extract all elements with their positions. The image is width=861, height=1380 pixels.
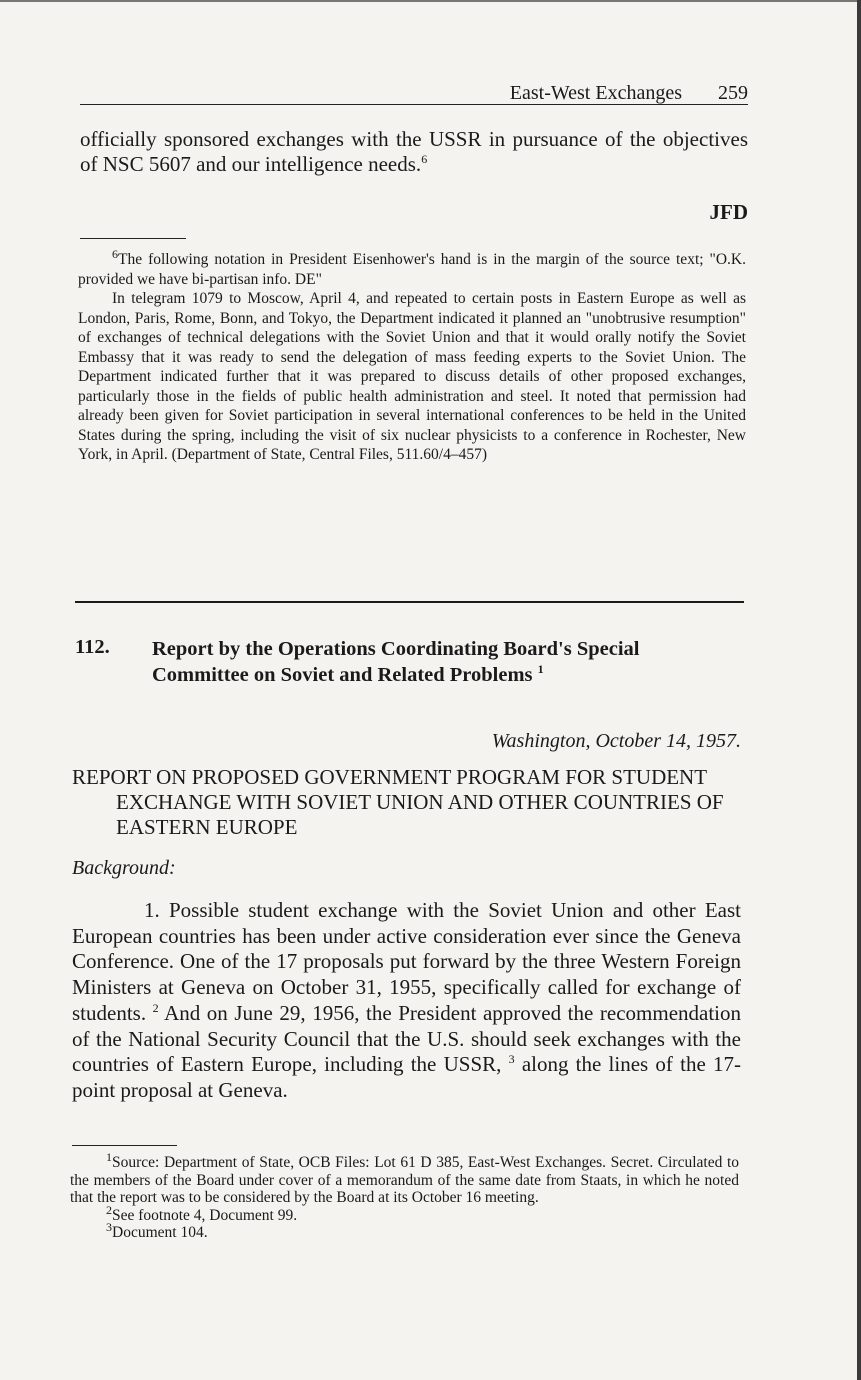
- document-number: 112.: [75, 636, 110, 658]
- footnotes-bottom: [70, 1149, 739, 1242]
- footnote-1-text: Source: Department of State, OCB Files: Lot 61 D 385, East-West Exchanges. Secret. Circulated to the members of the Board under cover of a memorandum of the same date from Staats, in which he noted that the report was to be considered by the Board at its October 16 meeting.: [70, 1154, 739, 1206]
- page-number: 259: [718, 82, 748, 104]
- footnote-3-number: 3: [106, 1219, 112, 1234]
- footnote-3-text: Document 104.: [112, 1224, 208, 1241]
- signature-initials: JFD: [709, 200, 748, 224]
- footnote-rule-bottom: [72, 1145, 177, 1146]
- background-heading: Background:: [72, 857, 176, 879]
- footnote-ref-6: 6: [421, 152, 428, 166]
- footnote-6-number: 6: [112, 246, 118, 261]
- footnote-2-number: 2: [106, 1202, 112, 1217]
- footnote-1: [70, 1149, 739, 1207]
- dateline: Washington, October 14, 1957.: [491, 730, 741, 752]
- footnote-2-text: See footnote 4, Document 99.: [112, 1206, 298, 1224]
- footnote-2: [70, 1202, 739, 1225]
- footnote-6-continuation: In telegram 1079 to Moscow, April 4, and repeated to certain posts in Eastern Europe as well as London, Paris, Rome, Bonn, and Tokyo, the Department indicated it planned an "unobtrusive resumption" of exchanges of technical delegations with the Soviet Union and that it would orally notify the Soviet Embassy that it was ready to send the delegation of mass feeding experts to the Soviet Union. The Department indicated further that it was prepared to discuss details of other proposed exchanges, particularly those in the fields of public health administration and steel. It noted that permission had already been given for Soviet participation in several international conferences to be held in the United States during the spring, including the visit of six nuclear physicists to a conference in Rochester, New York, in April. (Department of State, Central Files, 511.60/4–457): [78, 290, 746, 463]
- document-title-text: Report by the Operations Coordinating Board's Special Committee on Soviet and Related Problems: [152, 638, 640, 686]
- footnote-ref-3: 3: [508, 1052, 515, 1067]
- footnote-ref-1: 1: [537, 662, 544, 677]
- running-head: [80, 80, 748, 105]
- paragraph-1: [72, 898, 741, 1104]
- footnote-1-number: 1: [106, 1149, 112, 1164]
- footnote-rule-top: [80, 238, 186, 239]
- footnote-ref-2: 2: [152, 1000, 159, 1015]
- section-divider: [75, 601, 744, 603]
- report-title: REPORT ON PROPOSED GOVERNMENT PROGRAM FOR STUDENT EXCHANGE WITH SOVIET UNION AND OTHER COUNTRIES OF EASTERN EUROPE: [72, 765, 724, 839]
- footnote-3: [70, 1219, 739, 1242]
- footnote-6-text: The following notation in President Eisenhower's hand is in the margin of the source text; "O.K. provided we have bi-partisan info. DE": [78, 251, 746, 288]
- paragraph-1-part3: along the lines of the 17-point proposal at Geneva.: [72, 1052, 741, 1102]
- document-title: [152, 636, 732, 688]
- continuation-paragraph: [80, 127, 748, 177]
- footnotes-top: [78, 246, 746, 465]
- paragraph-1-part2: And on June 29, 1956, the President approved the recommendation of the National Security Council that the U.S. should seek exchanges with the countries of Eastern Europe, including the USSR,: [72, 1000, 741, 1077]
- footnote-6: [78, 246, 746, 289]
- page-top-edge: [0, 0, 861, 2]
- paragraph-1-part1: 1. Possible student exchange with the Soviet Union and other East European countries has been under active consideration ever since the Geneva Conference. One of the 17 proposals put forward by the three Western Foreign Ministers at Geneva on October 31, 1955, specifically called for exchange of students.: [72, 898, 741, 1025]
- running-title: East-West Exchanges: [509, 82, 682, 104]
- page-binding-edge: [857, 0, 861, 1380]
- continuation-text: officially sponsored exchanges with the USSR in pursuance of the objectives of NSC 5607 and our intelligence needs.: [80, 127, 748, 176]
